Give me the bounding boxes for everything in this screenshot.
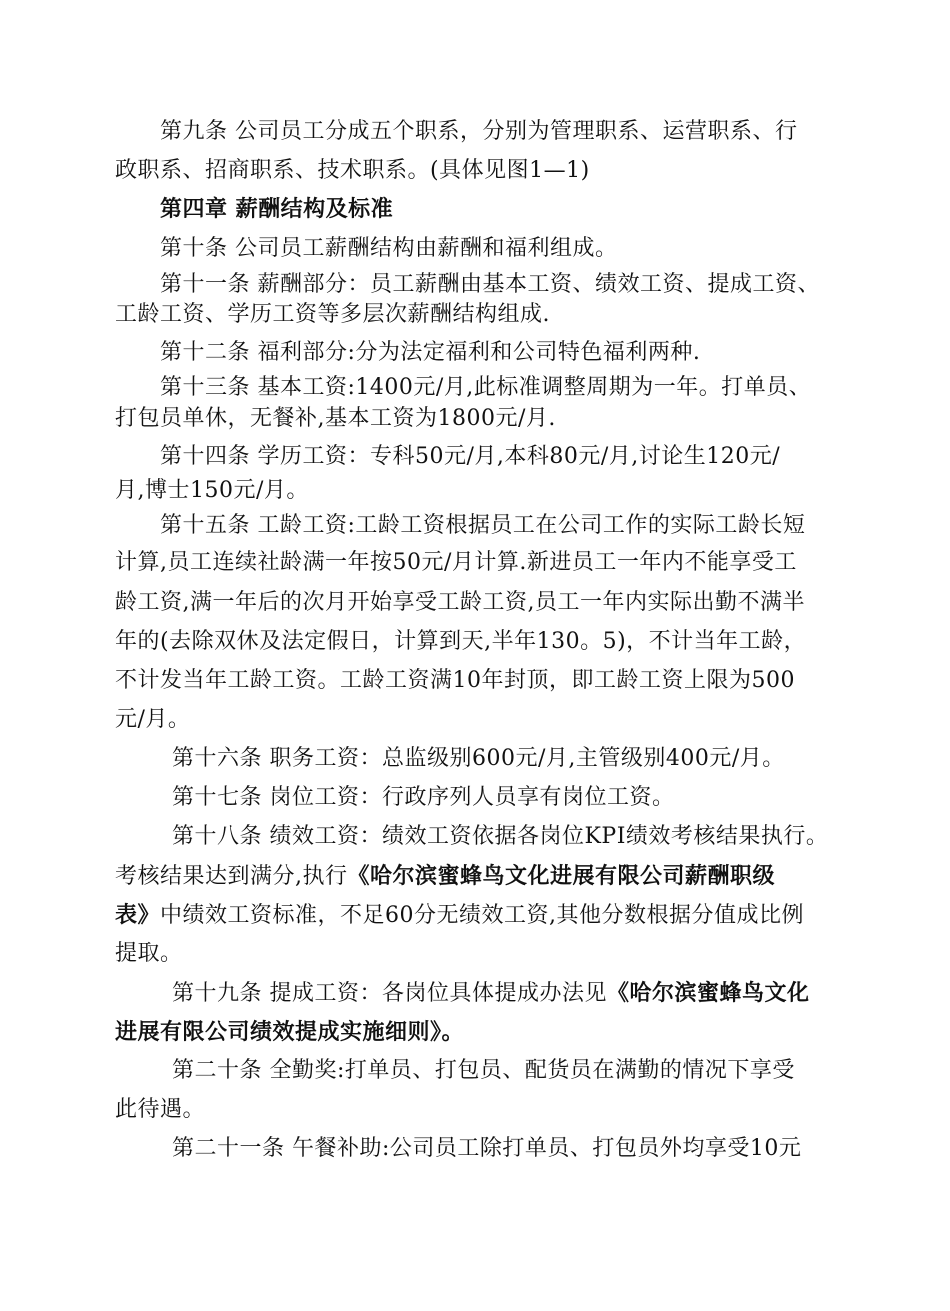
article-9-line-2: 政职系、招商职系、技术职系。(具体见图1—1) xyxy=(115,158,590,183)
article-15-line-4: 年的(去除双休及法定假日，计算到天,半年130。5)，不计当年工龄， xyxy=(115,629,807,654)
article-15-line-2: 计算,员工连续社龄满一年按50元/月计算.新进员工一年内不能享受工 xyxy=(115,550,797,575)
article-19-line-1-text: 第十九条 提成工资：各岗位具体提成办法见 xyxy=(172,981,607,1006)
article-11-line-1: 第十一条 薪酬部分：员工薪酬由基本工资、绩效工资、提成工资、 xyxy=(160,272,820,297)
article-18-line-2-text: 考核结果达到满分,执行 xyxy=(115,864,348,889)
article-18-line-3-text: 中绩效工资标准，不足60分无绩效工资,其他分数根据分值成比例 xyxy=(160,903,805,928)
commission-rules-title: 《哈尔滨蜜蜂鸟文化 xyxy=(607,980,810,1006)
article-20-line-1: 第二十条 全勤奖:打单员、打包员、配货员在满勤的情况下享受 xyxy=(172,1058,795,1083)
article-18-line-4: 提取。 xyxy=(115,941,183,966)
article-9-line-1: 第九条 公司员工分成五个职系，分别为管理职系、运营职系、行 xyxy=(160,119,798,144)
article-11-line-2: 工龄工资、学历工资等多层次薪酬结构组成. xyxy=(115,302,550,327)
salary-grade-table-title: 《哈尔滨蜜蜂鸟文化进展有限公司薪酬职级 xyxy=(347,863,776,889)
article-21-line-1: 第二十一条 午餐补助:公司员工除打单员、打包员外均享受10元 xyxy=(172,1136,802,1161)
article-13-line-1: 第十三条 基本工资:1400元/月,此标准调整周期为一年。打单员、 xyxy=(160,375,812,400)
salary-grade-table-title-end: 表》 xyxy=(115,902,161,928)
article-17-line-1: 第十七条 岗位工资：行政序列人员享有岗位工资。 xyxy=(172,785,675,810)
article-18-line-1: 第十八条 绩效工资：绩效工资依据各岗位KPI绩效考核结果执行。 xyxy=(172,824,829,849)
chapter-4-heading: 第四章 薪酬结构及标准 xyxy=(160,197,394,222)
article-15-line-1: 第十五条 工龄工资:工龄工资根据员工在公司工作的实际工龄长短 xyxy=(160,513,806,538)
article-18-line-2 xyxy=(115,861,775,891)
article-18-line-3 xyxy=(115,900,804,930)
article-15-line-3: 龄工资,满一年后的次月开始享受工龄工资,员工一年内实际出勤不满半 xyxy=(115,590,805,615)
article-20-line-2: 此待遇。 xyxy=(115,1097,206,1122)
article-19-line-1 xyxy=(172,978,810,1008)
article-13-line-2: 打包员单休，无餐补,基本工资为1800元/月. xyxy=(115,406,556,431)
article-14-line-1: 第十四条 学历工资：专科50元/月,本科80元/月,讨论生120元/ xyxy=(160,444,781,469)
article-15-line-5: 不计发当年工龄工资。工龄工资满10年封顶，即工龄工资上限为500 xyxy=(115,668,795,693)
article-16-line-1: 第十六条 职务工资：总监级别600元/月,主管级别400元/月。 xyxy=(172,746,785,771)
article-14-line-2: 月,博士150元/月。 xyxy=(115,478,309,503)
article-10-line-1: 第十条 公司员工薪酬结构由薪酬和福利组成。 xyxy=(160,236,618,261)
article-19-line-2: 进展有限公司绩效提成实施细则》。 xyxy=(115,1019,465,1045)
article-12-line-1: 第十二条 福利部分:分为法定福利和公司特色福利两种. xyxy=(160,340,701,365)
article-15-line-6: 元/月。 xyxy=(115,707,191,732)
